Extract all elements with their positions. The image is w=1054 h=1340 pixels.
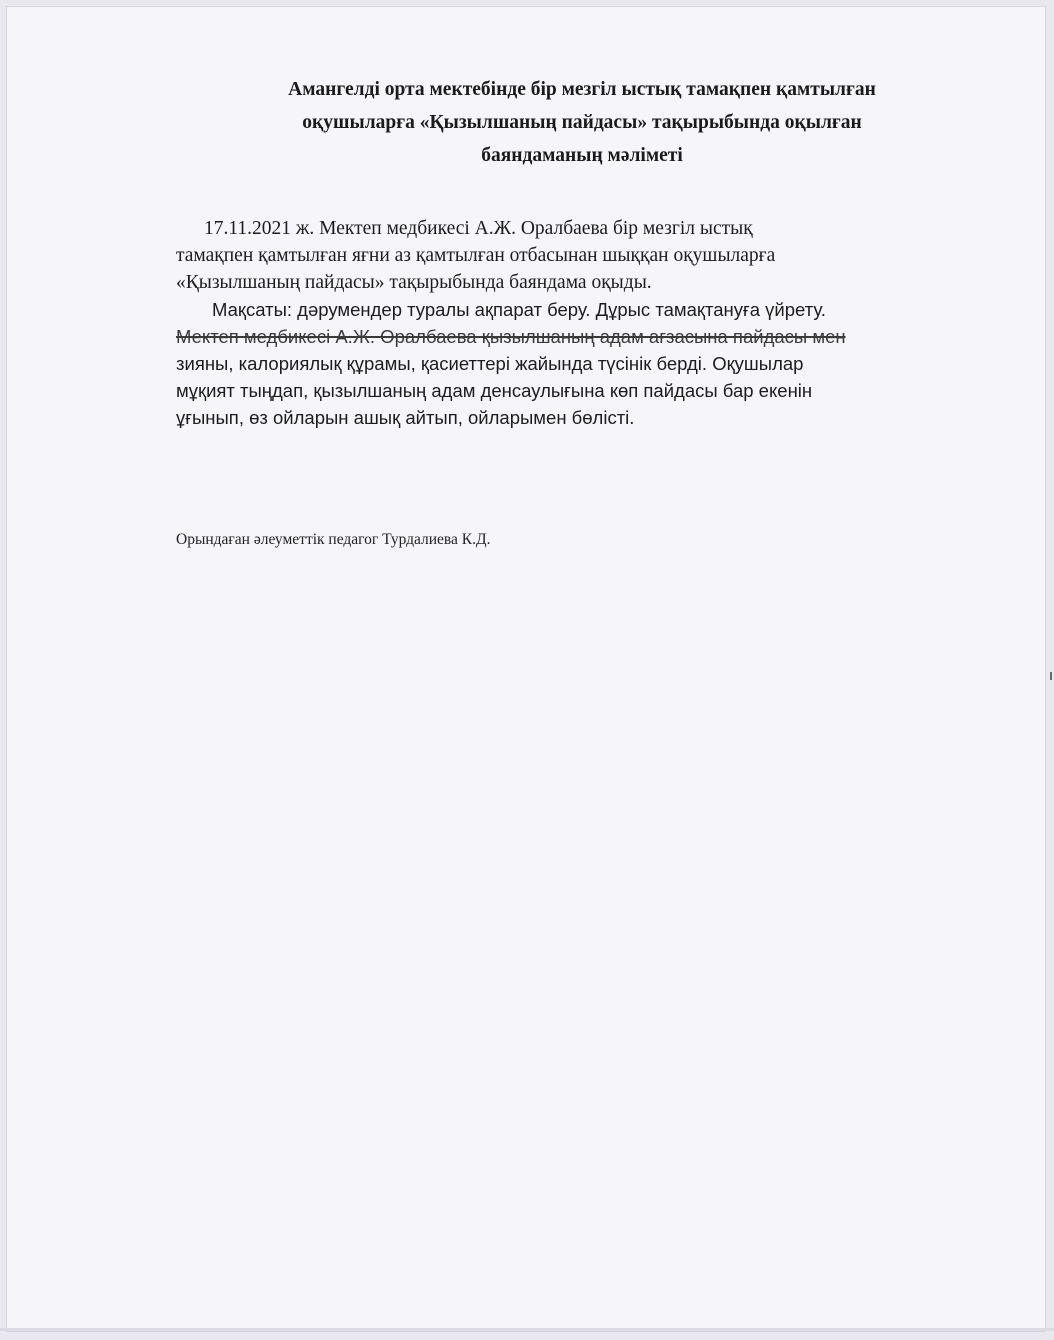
title-line: оқушыларға «Қызылшаның пайдасы» тақырыбында оқылған [302,112,862,133]
struck-line: Мектеп медбикесі А.Ж. Оралбаева қызылшаның адам ағзасына пайдасы мен [176,326,846,347]
purpose-line: Мақсаты: дәрумендер туралы ақпарат беру. Дұрыс тамақтануға үйрету. [212,299,826,320]
paragraph-line: «Қызылшаның пайдасы» тақырыбында баяндама оқыды. [176,272,652,293]
paragraph-line: зияны, калориялық құрамы, қасиеттері жайында түсінік берді. Оқушылар [176,353,804,374]
paragraph-line: ұғынып, өз ойларын ашық айтып, ойларымен бөлісті. [176,407,635,428]
paragraph-line: мұқият тыңдап, қызылшаның адам денсаулығына көп пайдасы бар екенін [176,380,813,401]
title-line: Амангелді орта мектебінде бір мезгіл ыстық тамақпен қамтылған [288,79,876,100]
signature-line: Орындаған әлеуметтік педагог Турдалиева К.Д. [176,531,491,548]
document-title [157,73,1007,172]
scan-bottom-edge [0,1328,1054,1331]
document-page [6,6,1046,1332]
paragraph-line: 17.11.2021 ж. Мектеп медбикесі А.Ж. Оралбаева бір мезгіл ыстық [204,218,753,239]
paragraph-line: тамақпен қамтылған яғни аз қамтылған отбасынан шыққан оқушыларға [176,245,776,266]
title-line: баяндаманың мәліметі [481,145,683,166]
report-paragraph [176,215,976,431]
scan-edge-mark [1050,672,1052,680]
